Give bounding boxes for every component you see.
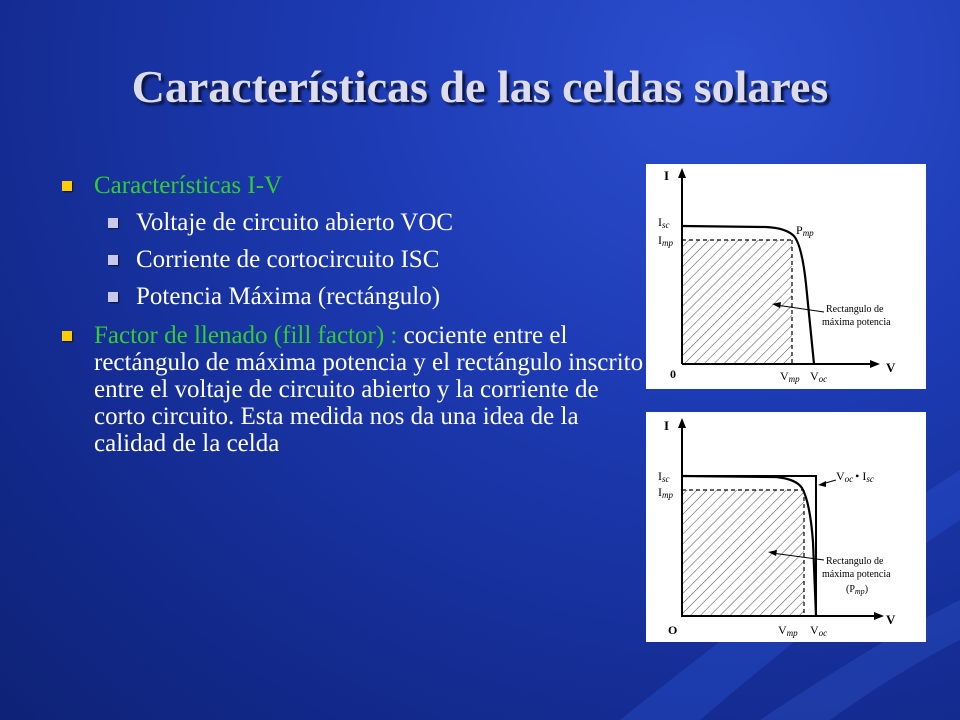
isc-label: Isc xyxy=(658,469,670,484)
imp-label: Imp xyxy=(658,233,673,248)
v-axis-arrow xyxy=(874,612,884,620)
bullet-marker xyxy=(62,331,72,341)
voc-isc-product-label: Voc • Isc xyxy=(836,469,874,484)
bullet-iv-characteristics xyxy=(60,172,650,199)
origin-label: 0 xyxy=(670,367,676,381)
vmp-label: Vmp xyxy=(778,623,798,638)
rect-label-line1: Rectangulo de xyxy=(826,556,884,567)
sub-bullet-voc xyxy=(60,209,650,236)
bullet-list xyxy=(60,172,650,457)
sub-bullet-marker xyxy=(108,218,118,228)
i-axis-arrow xyxy=(678,168,686,178)
axis-v-label: V xyxy=(886,612,896,627)
sub-bullet-text: Potencia Máxima (rectángulo) xyxy=(136,283,441,310)
max-power-rectangle xyxy=(682,240,792,364)
pmp-label: Pmp xyxy=(796,223,814,238)
iv-heading: Características I-V xyxy=(94,172,283,199)
rect-label-line1: Rectangulo de xyxy=(826,304,884,315)
rect-label-line2: máxima potencia xyxy=(822,569,891,580)
origin-label: O xyxy=(668,623,678,637)
axis-v-label: V xyxy=(886,360,896,375)
isc-label: Isc xyxy=(658,215,670,230)
iv-curve-figure-2 xyxy=(646,412,926,642)
max-power-rectangle xyxy=(682,490,804,616)
iv-curve-diagram-2 xyxy=(646,412,926,642)
sub-bullet-pmax xyxy=(60,283,650,310)
bullet-fill-factor xyxy=(60,322,650,457)
iv-curve-diagram-1 xyxy=(646,164,926,389)
voc-label: Voc xyxy=(810,623,828,638)
sub-bullet-marker xyxy=(108,292,118,302)
v-axis-arrow xyxy=(870,360,880,368)
axis-i-label: I xyxy=(664,168,670,183)
imp-label: Imp xyxy=(658,485,673,500)
voc-label: Voc xyxy=(810,369,828,384)
slide-title: Características de las celdas solares xyxy=(131,61,829,112)
pmp-paren-label: $(P_{mp})$ xyxy=(846,584,869,596)
product-pointer-arrowhead xyxy=(818,481,826,487)
vmp-label: Vmp xyxy=(780,369,800,384)
i-axis-arrow xyxy=(678,418,686,428)
bullet-marker xyxy=(62,181,72,191)
sub-bullet-text: Corriente de cortocircuito ISC xyxy=(136,246,440,273)
sub-bullet-text: Voltaje de circuito abierto VOC xyxy=(136,209,454,236)
iv-curve-figure-1 xyxy=(646,164,926,389)
ff-text: cociente entre el rectángulo de máxima potencia y el rectángulo inscrito entre el voltaje de circuito abierto y la corriente de corto circuito. Esta medida nos da una idea de la calidad de la celda xyxy=(94,322,644,457)
rect-label-line2: máxima potencia xyxy=(822,317,891,328)
ff-heading: Factor de llenado (fill factor) : xyxy=(94,322,398,349)
axis-i-label: I xyxy=(664,418,670,433)
sub-bullet-marker xyxy=(108,255,118,265)
sub-bullet-isc xyxy=(60,246,650,273)
